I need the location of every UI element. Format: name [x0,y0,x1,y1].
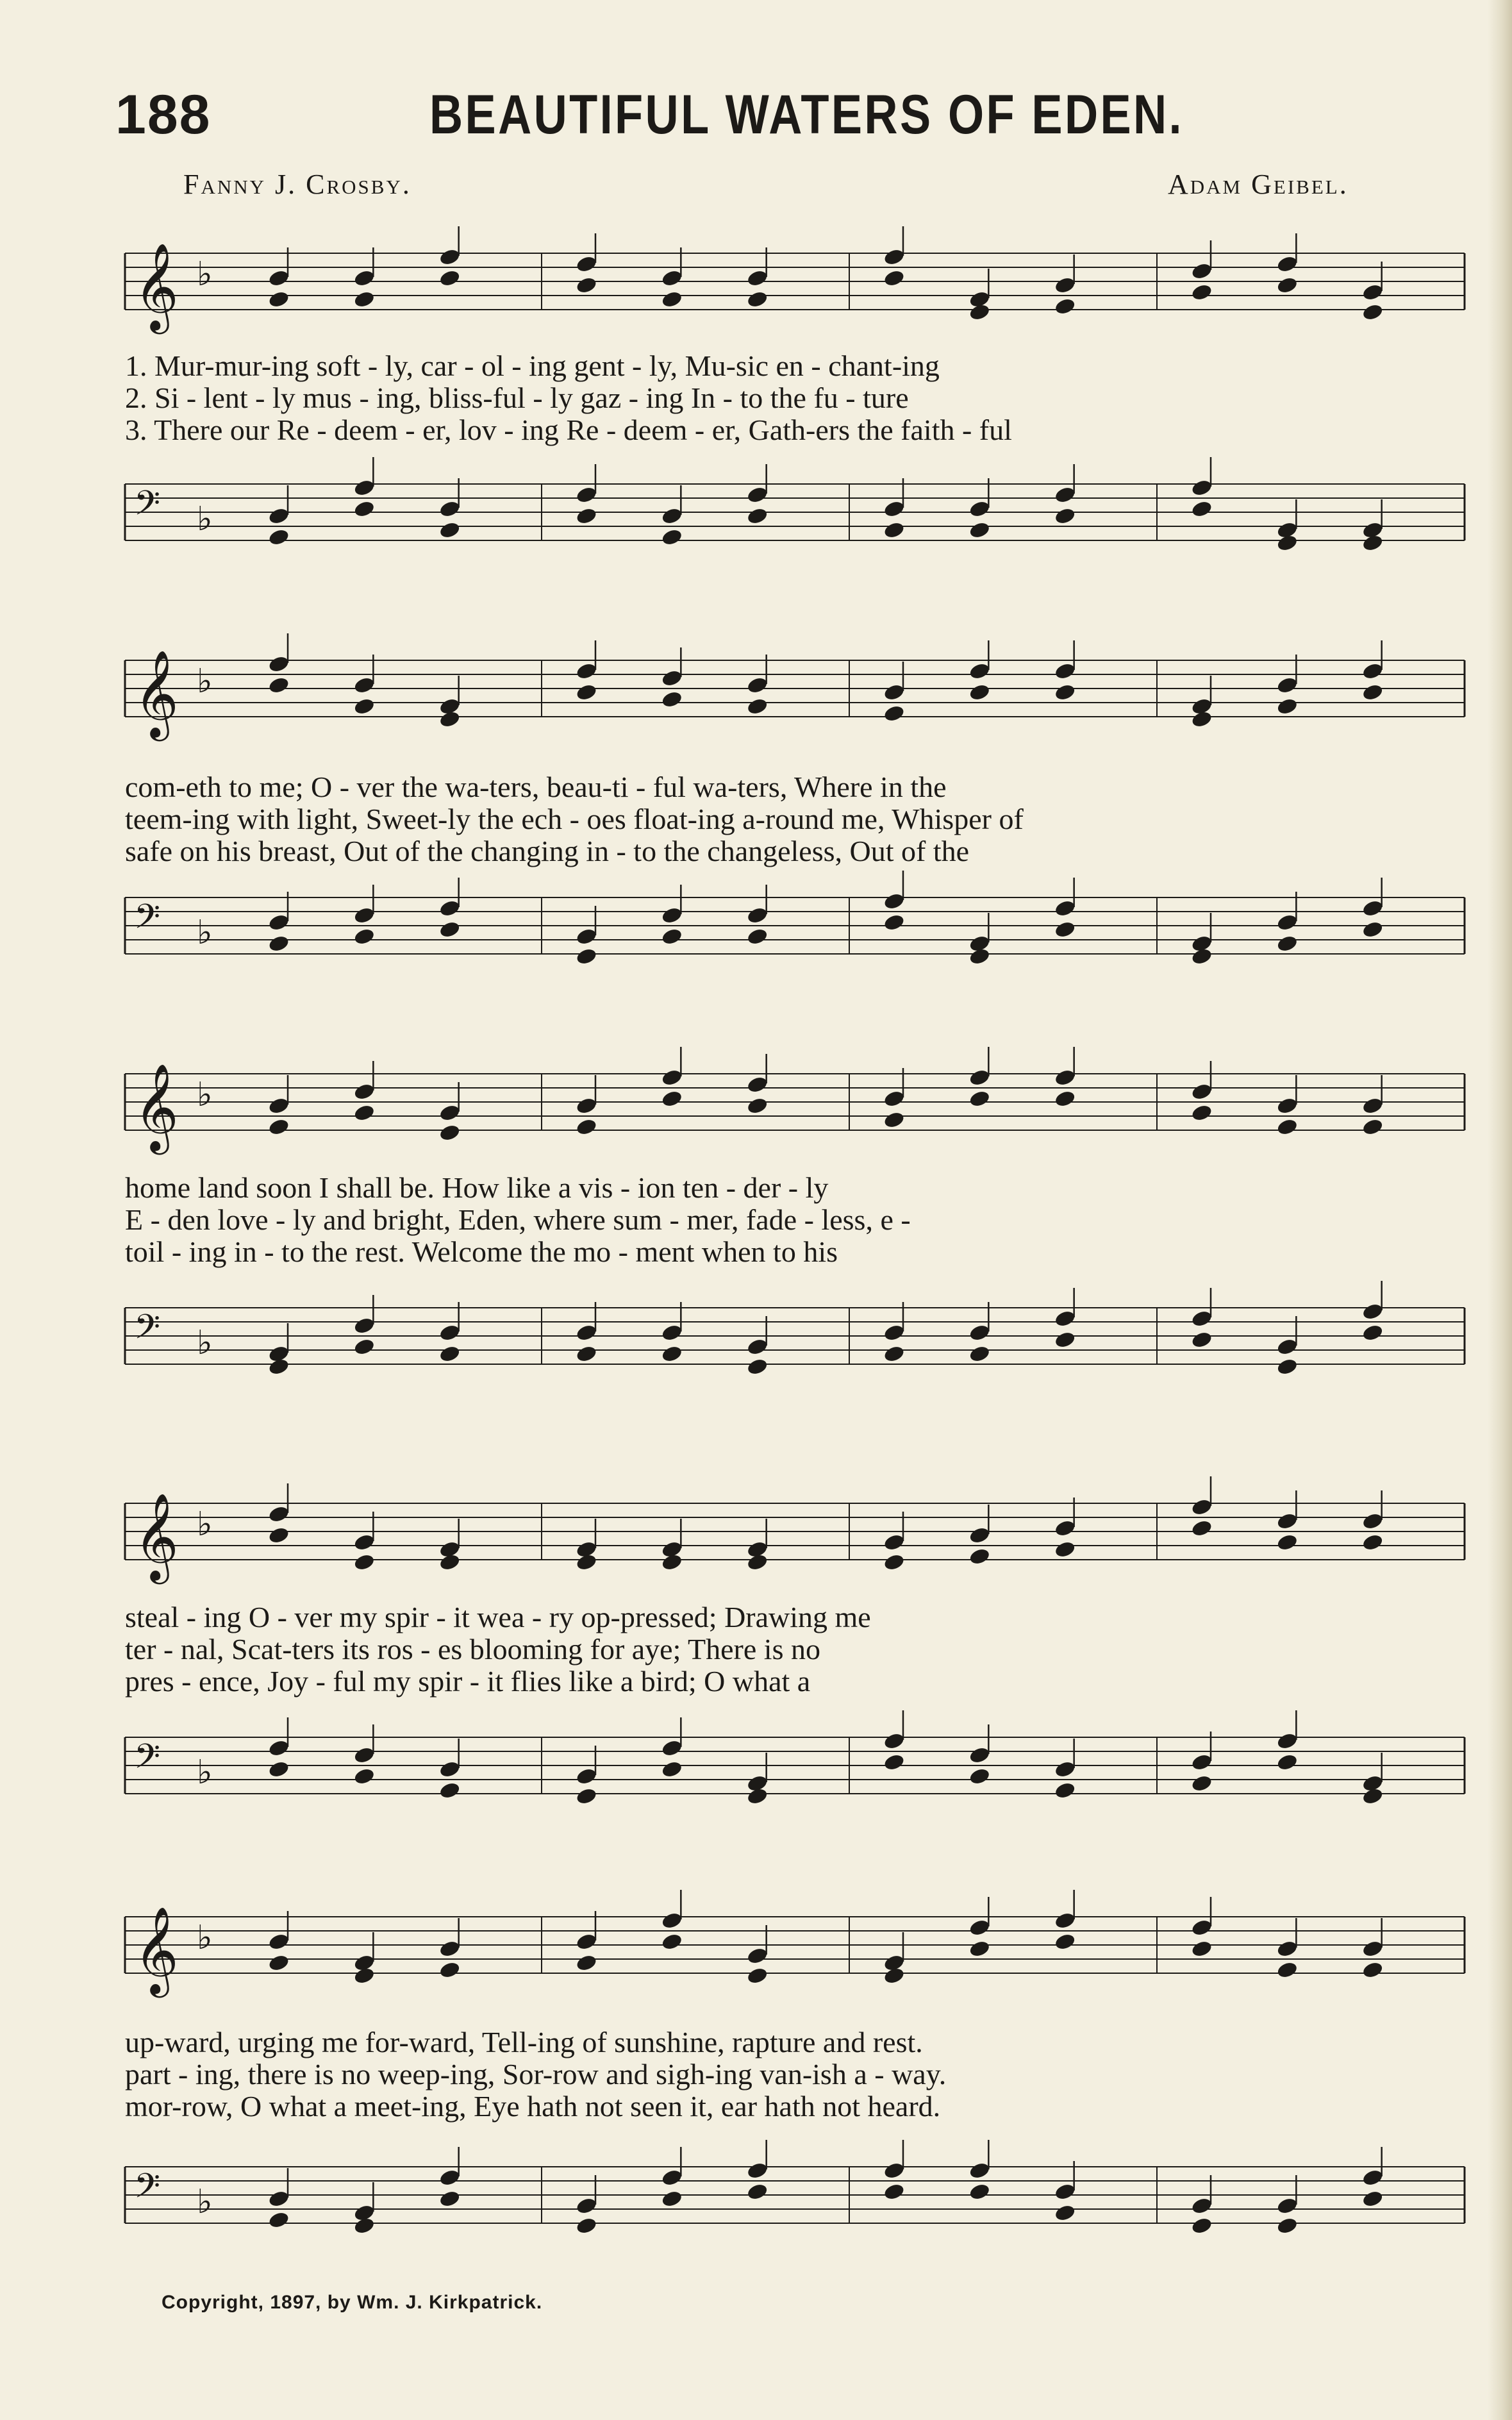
treble-staff [125,1062,1465,1151]
staff-lines [125,1731,1465,1803]
bass-staff [125,2160,1465,2232]
treble-staff [125,1492,1465,1580]
staff-lines [125,478,1465,549]
bass-staff [125,891,1465,963]
lyric-verse-1: up-ward, urging me for-ward, Tell-ing of sunshine, rapture and rest. [125,2026,923,2058]
flat-sign-icon: ♭ [197,255,213,294]
staff-lines [125,649,1465,737]
lyric-verse-2: E - den love - ly and bright, Eden, where sum - mer, fade - less, e - [125,1203,911,1236]
treble-clef-icon: 𝄞 [134,1905,179,1994]
lyric-verse-1: home land soon I shall be. How like a vis - ion ten - der - ly [125,1171,829,1204]
lyric-verse-2: teem-ing with light, Sweet-ly the ech - oes float-ing a-round me, Whisper of [125,803,1024,835]
page-header [115,83,1461,160]
treble-staff [125,649,1465,737]
lyric-verse-2: part - ing, there is no weep-ing, Sor-row and sigh-ing van-ish a - way. [125,2058,947,2090]
lyric-verse-1: com-eth to me; O - ver the wa-ters, beau-ti - ful wa-ters, Where in the [125,771,947,803]
bass-staff [125,1301,1465,1373]
flat-sign-icon: ♭ [197,1076,213,1114]
song-title: BEAUTIFUL WATERS OF EDEN. [429,84,1184,146]
lyric-verse-3: toil - ing in - to the rest. Welcome the mo - ment when to his [125,1235,838,1268]
treble-staff [125,1905,1465,1994]
flat-sign-icon: ♭ [197,1324,213,1362]
staff-lines [125,2160,1465,2232]
lyric-verse-2: ter - nal, Scat-ters its ros - es blooming for aye; There is no [125,1633,820,1665]
staff-lines [125,891,1465,963]
bass-staff [125,478,1465,549]
bass-clef-icon: 𝄢 [134,2167,161,2214]
staff-lines [125,1492,1465,1580]
page-edge [1488,0,1512,2420]
lyric-verse-1: steal - ing O - ver my spir - it wea - ry op-pressed; Drawing me [125,1601,871,1633]
copyright-notice: Copyright, 1897, by Wm. J. Kirkpatrick. [162,2292,543,2313]
flat-sign-icon: ♭ [197,662,213,701]
flat-sign-icon: ♭ [197,914,213,952]
staff-lines [125,1905,1465,1994]
flat-sign-icon: ♭ [197,1505,213,1544]
bass-staff [125,1731,1465,1803]
lyric-verse-2: 2. Si - lent - ly mus - ing, bliss-ful - ly gaz - ing In - to the fu - ture [125,381,909,414]
composer-credit: Adam Geibel. [1168,169,1349,200]
flat-sign-icon: ♭ [197,1753,213,1792]
bass-clef-icon: 𝄢 [134,484,161,531]
staff-lines [125,1301,1465,1373]
lyric-verse-3: pres - ence, Joy - ful my spir - it flies like a bird; O what a [125,1665,811,1698]
treble-clef-icon: 𝄞 [134,1492,179,1580]
bass-clef-icon: 𝄢 [134,1308,161,1355]
flat-sign-icon: ♭ [197,1919,213,1957]
flat-sign-icon: ♭ [197,500,213,538]
page-number: 188 [115,84,212,146]
lyric-verse-1: 1. Mur-mur-ing soft - ly, car - ol - ing gent - ly, Mu-sic en - chant-ing [125,349,940,382]
staff-lines [125,1062,1465,1151]
bass-clef-icon: 𝄢 [134,1737,161,1785]
treble-clef-icon: 𝄞 [134,242,179,330]
flat-sign-icon: ♭ [197,2183,213,2221]
treble-staff [125,242,1465,330]
lyric-verse-3: safe on his breast, Out of the changing in - to the changeless, Out of the [125,835,970,867]
treble-clef-icon: 𝄞 [134,649,179,737]
bass-clef-icon: 𝄢 [134,897,161,945]
lyric-verse-3: mor-row, O what a meet-ing, Eye hath not seen it, ear hath not heard. [125,2090,941,2123]
staff-lines [125,242,1465,330]
author-credit: Fanny J. Crosby. [183,169,411,200]
lyric-verse-3: 3. There our Re - deem - er, lov - ing Re - deem - er, Gath-ers the faith - ful [125,413,1012,446]
treble-clef-icon: 𝄞 [134,1062,179,1151]
